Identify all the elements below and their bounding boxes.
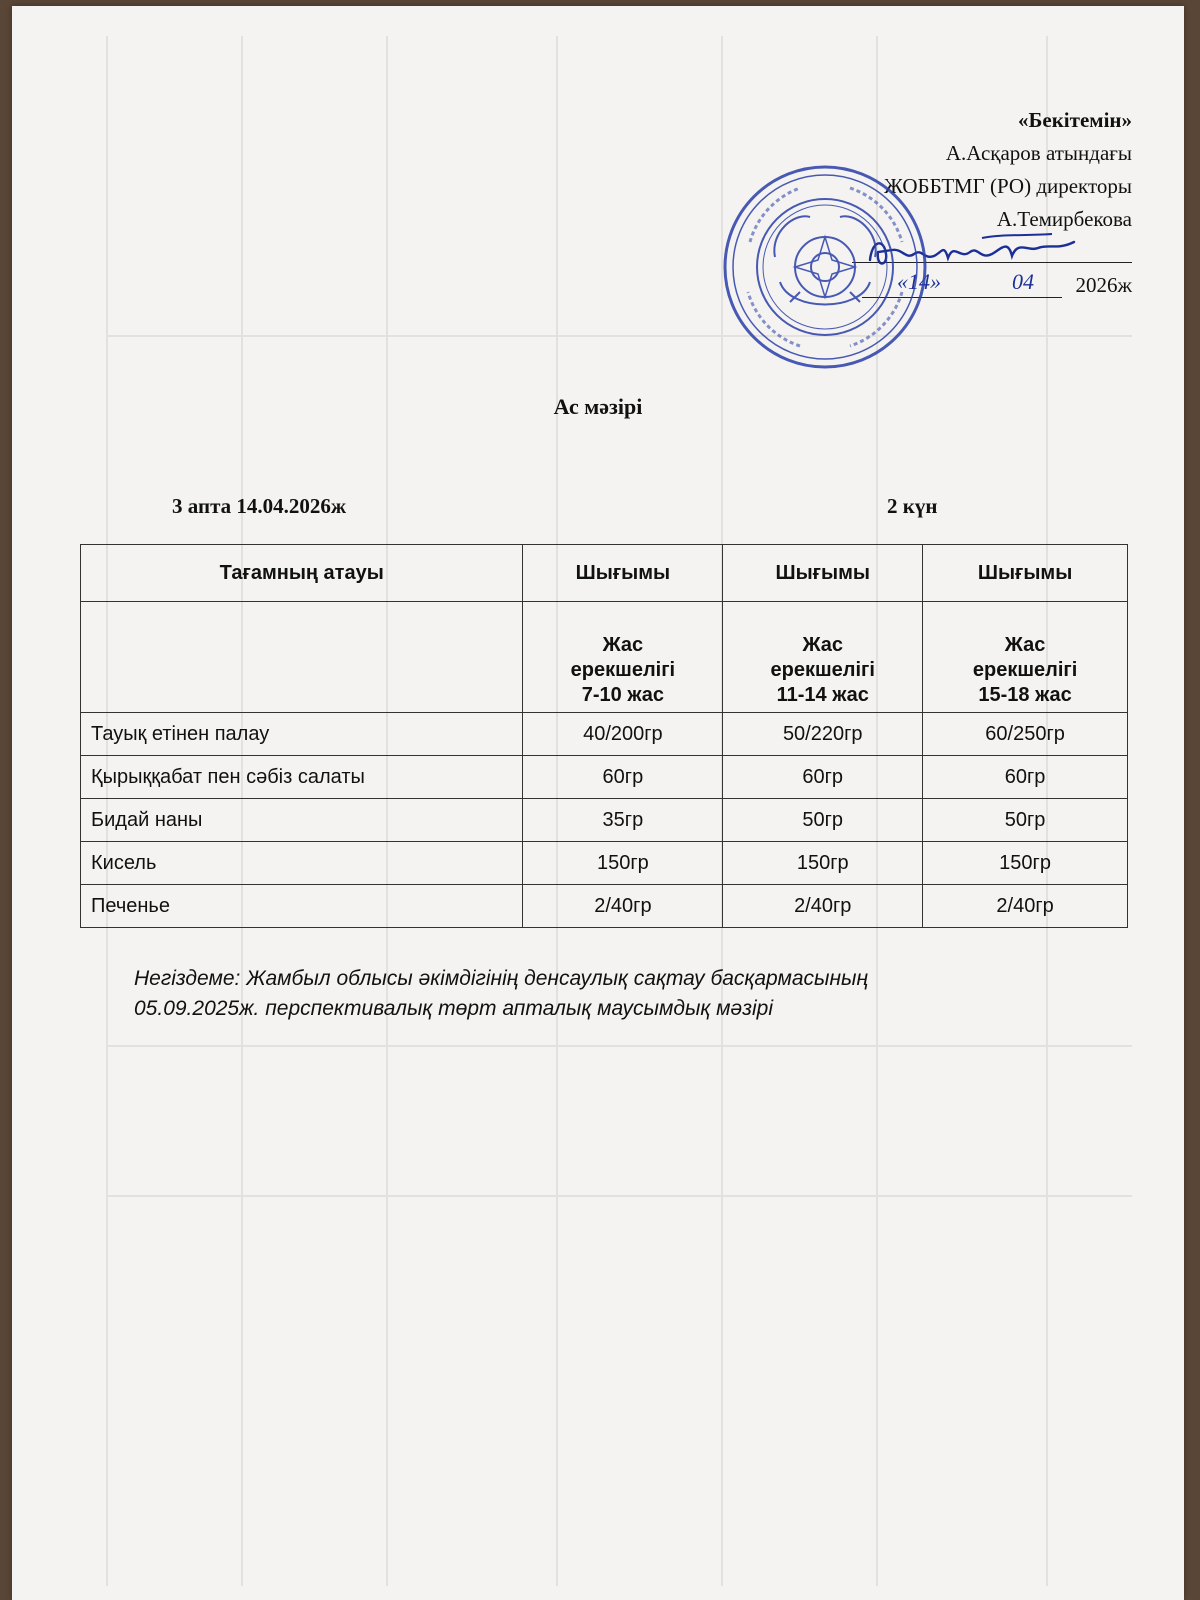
table-row [81, 799, 1128, 842]
age-group-label: ерекшелігі [972, 659, 1078, 681]
column-header-yield-1: Шығымы [523, 545, 723, 602]
approval-day: «14» [897, 269, 941, 294]
yield-15-18: 60/250гр [923, 713, 1128, 756]
yield-11-14: 50/220гр [723, 713, 923, 756]
age-group-range: 7-10 жас [581, 684, 665, 706]
age-group-label: ерекшелігі [570, 659, 676, 681]
yield-15-18: 2/40гр [923, 885, 1128, 928]
yield-11-14: 50гр [723, 799, 923, 842]
basis-line-2: 05.09.2025ж. перспективалық төрт апталық маусымдық мәзірі [134, 997, 773, 1020]
column-header-yield-3: Шығымы [923, 545, 1128, 602]
day-number: 2 күн [887, 494, 938, 518]
yield-7-10: 150гр [523, 842, 723, 885]
yield-7-10: 60гр [523, 756, 723, 799]
age-group-range: 15-18 жас [978, 684, 1072, 706]
age-group-2 [723, 602, 923, 713]
age-header-empty [81, 602, 523, 713]
table-row [81, 842, 1128, 885]
director-name: А.Темирбекова [996, 207, 1132, 231]
yield-7-10: 2/40гр [523, 885, 723, 928]
approval-heading: «Бекітемін» [1017, 108, 1132, 132]
age-group-label: Жас [802, 634, 844, 656]
week-and-date: 3 апта 14.04.2026ж [172, 494, 347, 518]
age-group-1 [523, 602, 723, 713]
dish-name: Тауық етінен палау [81, 713, 523, 756]
yield-7-10: 40/200гр [523, 713, 723, 756]
table-header-row [81, 545, 1128, 602]
yield-15-18: 50гр [923, 799, 1128, 842]
yield-15-18: 150гр [923, 842, 1128, 885]
document-page [12, 6, 1184, 1600]
dish-name: Кисель [81, 842, 523, 885]
table-row [81, 756, 1128, 799]
yield-15-18: 60гр [923, 756, 1128, 799]
age-group-3 [923, 602, 1128, 713]
age-group-range: 11-14 жас [776, 684, 869, 706]
approval-line-school: А.Асқаров атындағы [945, 141, 1132, 165]
menu-table [80, 544, 1128, 928]
basis-note [134, 964, 1084, 1024]
table-row [81, 885, 1128, 928]
yield-11-14: 2/40гр [723, 885, 923, 928]
age-group-label: Жас [602, 634, 644, 656]
approval-line-position: ЖОББТМГ (РО) директоры [884, 174, 1132, 198]
dish-name: Қырыққабат пен сәбіз салаты [81, 756, 523, 799]
column-header-dish: Тағамның атауы [81, 545, 523, 602]
table-age-row [81, 602, 1128, 713]
basis-line-1: Негіздеме: Жамбыл облысы әкімдігінің денсаулық сақтау басқармасының [134, 967, 869, 990]
official-seal [720, 162, 930, 372]
table-row [81, 713, 1128, 756]
column-header-yield-2: Шығымы [723, 545, 923, 602]
dish-name: Бидай наны [81, 799, 523, 842]
age-group-label: Жас [1004, 634, 1046, 656]
age-group-label: ерекшелігі [770, 659, 875, 681]
yield-7-10: 35гр [523, 799, 723, 842]
approval-year: 2026ж [1075, 273, 1132, 297]
page-title: Ас мәзірі [553, 394, 643, 419]
approval-month: 04 [1012, 269, 1034, 294]
yield-11-14: 150гр [723, 842, 923, 885]
yield-11-14: 60гр [723, 756, 923, 799]
dish-name: Печенье [81, 885, 523, 928]
